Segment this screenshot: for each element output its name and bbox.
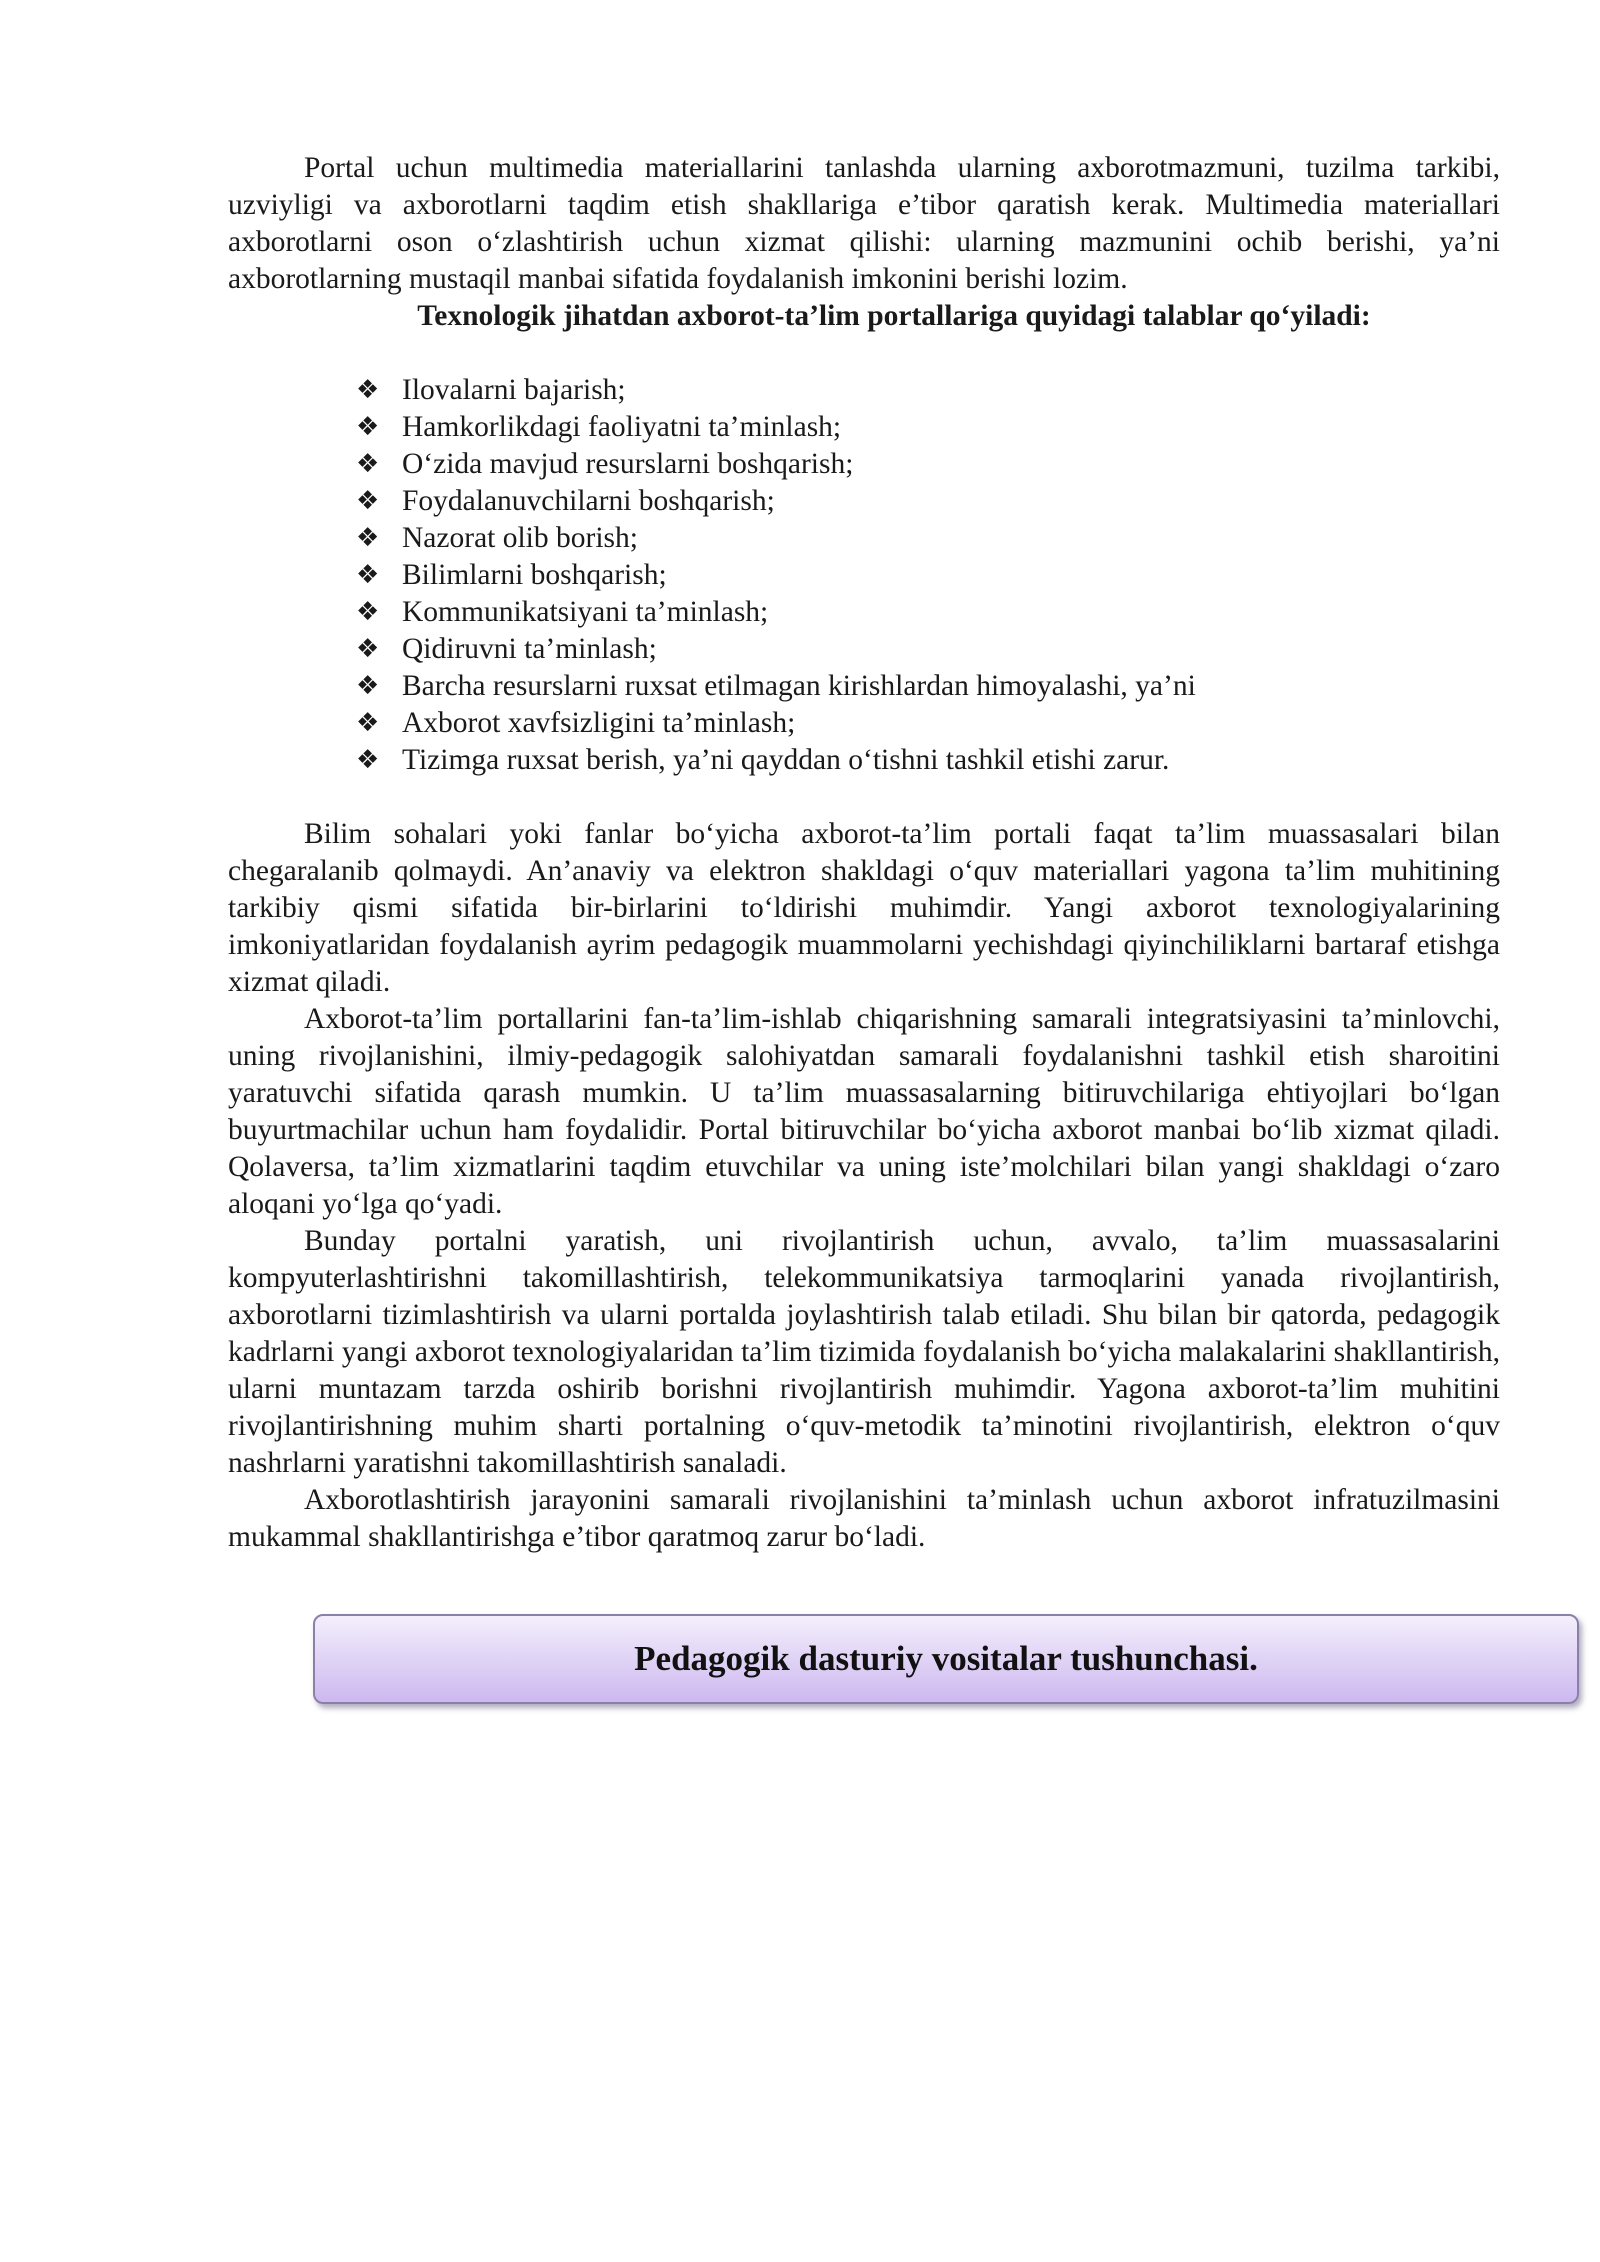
body-paragraph: Axborotlashtirish jarayonini samarali rivojlanishini ta’minlash uchun axborot infratuzilmasini mukammal shakllantirishga e’tibor qaratmoq zarur bo‘ladi. <box>228 1484 1500 1553</box>
intro-paragraph: Portal uchun multimedia materiallarini tanlashda ularning axborotmazmuni, tuzilma tarkibi, uzviyligi va axborotlarni taqdim etish shakllariga e’tibor qaratish kerak. Multimedia materiallari axborotlarni oson o‘zlashtirish uchun xizmat qilishi: ularning mazmunini ochib berishi, ya’ni axborotlarning mustaqil manbai sifatida foydalanish imkonini berishi lozim. <box>228 152 1500 295</box>
diamond-bullet-icon: ❖ <box>356 412 380 442</box>
body-paragraph: Axborot-ta’lim portallarini fan-ta’lim-ishlab chiqarishning samarali integratsiyasini ta’minlovchi, uning rivojlanishini, ilmiy-pedagogik salohiyatdan samarali foydalanishni tashkil etish sharoitini yaratuvchi sifatida qarash mumkin. U ta’lim muassasalarning bitiruvchilariga ehtiyojlari bo‘lgan buyurtmachilar uchun ham foydalidir. Portal bitiruvchilar bo‘yicha axborot manbai bo‘lib xizmat qiladi. Qolaversa, ta’lim xizmatlarini taqdim etuvchilar va uning iste’molchilari bilan yangi shakldagi o‘zaro aloqani yo‘lga qo‘yadi. <box>228 1003 1500 1220</box>
body-paragraph: Bunday portalni yaratish, uni rivojlantirish uchun, avvalo, ta’lim muassasalarini kompyuterlashtirishni takomillashtirish, telekommunikatsiya tarmoqlarini yanada rivojlantirish, axborotlarni tizimlashtirish va ularni portalda joylashtirish talab etiladi. Shu bilan bir qatorda, pedagogik kadrlarni yangi axborot texnologiyalaridan ta’lim tizimida foydalanish bo‘yicha malakalarini shakllantirish, ularni muntazam tarzda oshirib borishni rivojlantirish muhimdir. Yagona axborot-ta’lim muhitini rivojlantirishning muhim sharti portalning o‘quv-metodik ta’minotini rivojlantirish, elektron o‘quv nashrlarni yaratishni takomillashtirish sanaladi. <box>228 1225 1500 1479</box>
list-item: ❖ Hamkorlikdagi faoliyatni ta’minlash; <box>356 409 1500 446</box>
list-item: ❖ Ilovalarni bajarish; <box>356 372 1500 409</box>
diamond-bullet-icon: ❖ <box>356 634 380 664</box>
diamond-bullet-icon: ❖ <box>356 671 380 701</box>
list-item: ❖ Bilimlarni boshqarish; <box>356 557 1500 594</box>
diamond-bullet-icon: ❖ <box>356 486 380 516</box>
document-body <box>228 150 1500 1556</box>
diamond-bullet-icon: ❖ <box>356 523 380 553</box>
diamond-bullet-icon: ❖ <box>356 708 380 738</box>
diamond-bullet-icon: ❖ <box>356 560 380 590</box>
list-item: ❖ Barcha resurslarni ruxsat etilmagan kirishlardan himoyalashi, ya’ni <box>356 668 1500 705</box>
list-item: ❖ Tizimga ruxsat berish, ya’ni qayddan o‘tishni tashkil etishi zarur. <box>356 742 1500 779</box>
list-item: ❖ Axborot xavfsizligini ta’minlash; <box>356 705 1500 742</box>
requirements-list <box>228 372 1500 779</box>
section-title: Pedagogik dasturiy vositalar tushunchasi. <box>634 1639 1258 1678</box>
list-item: ❖ Nazorat olib borish; <box>356 520 1500 557</box>
list-item: ❖ O‘zida mavjud resurslarni boshqarish; <box>356 446 1500 483</box>
list-item: ❖ Kommunikatsiyani ta’minlash; <box>356 594 1500 631</box>
list-item: ❖ Qidiruvni ta’minlash; <box>356 631 1500 668</box>
requirements-heading: Texnologik jihatdan axborot-ta’lim portallariga quyidagi talablar qo‘yiladi: <box>417 300 1371 332</box>
list-item: ❖ Foydalanuvchilarni boshqarish; <box>356 483 1500 520</box>
diamond-bullet-icon: ❖ <box>356 597 380 627</box>
body-paragraph: Bilim sohalari yoki fanlar bo‘yicha axborot-ta’lim portali faqat ta’lim muassasalari bilan chegaralanib qolmaydi. An’anaviy va elektron shakldagi o‘quv materiallari yagona ta’lim muhitining tarkibiy qismi sifatida bir-birlarini to‘ldirishi muhimdir. Yangi axborot texnologiyalarining imkoniyatlaridan foydalanish ayrim pedagogik muammolarni yechishdagi qiyinchiliklarni bartaraf etishga xizmat qiladi. <box>228 818 1500 998</box>
diamond-bullet-icon: ❖ <box>356 745 380 775</box>
section-title-banner <box>313 1614 1579 1704</box>
diamond-bullet-icon: ❖ <box>356 375 380 405</box>
diamond-bullet-icon: ❖ <box>356 449 380 479</box>
